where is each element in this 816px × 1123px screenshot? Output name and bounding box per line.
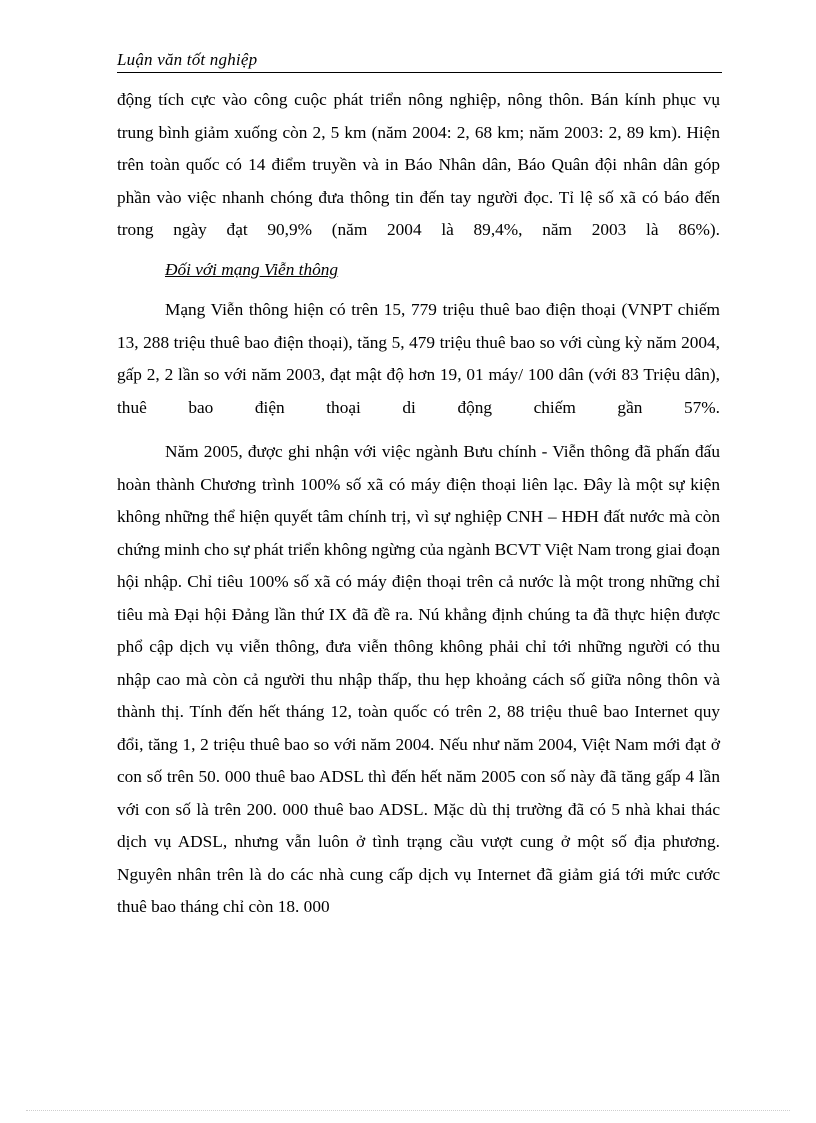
paragraph-postal-coverage: động tích cực vào công cuộc phát triển nông nghiệp, nông thôn. Bán kính phục vụ trung bình giảm xuống còn 2, 5 km (năm 2004: 2, 68 km; năm 2003: 2, 89 km). Hiện trên toàn quốc có 14 điểm truyền và in Báo Nhân dân, Báo Quân đội nhân dân góp phần vào việc nhanh chóng đưa thông tin đến tay người đọc. Tỉ lệ số xã có báo đến trong ngày đạt 90,9% (năm 2004 là 89,4%, năm 2003 là 86%). [117, 90, 720, 239]
paragraph-2005-achievements: Năm 2005, được ghi nhận với việc ngành Bưu chính - Viễn thông đã phấn đấu hoàn thành Chương trình 100% số xã có máy điện thoại liên lạc. Đây là một sự kiện không những thể hiện quyết tâm chính trị, vì sự nghiệp CNH – HĐH đất nước mà còn chứng minh cho sự phát triển không ngừng của ngành BCVT Việt Nam trong giai đoạn hội nhập. Chỉ tiêu 100% số xã có máy điện thoại trên cả nước là một trong những chỉ tiêu mà Đại hội Đảng lần thứ IX đã đề ra. Nú khẳng định chúng ta đã thực hiện được phổ cập dịch vụ viễn thông, đưa viễn thông không phải chỉ tới những người có thu nhập cao mà còn cả người thu nhập thấp, thu hẹp khoảng cách số giữa nông thôn và thành thị. Tính đến hết tháng 12, toàn quốc có trên 2, 88 triệu thuê bao Internet quy đổi, tăng 1, 2 triệu thuê bao so với năm 2004. Nếu như năm 2004, Việt Nam mới đạt ở con số trên 50. 000 thuê bao ADSL thì đến hết năm 2005 con số này đã tăng gấp 4 lần với con số là trên 200. 000 thuê bao ADSL. Mặc dù thị trường đã có 5 nhà khai thác dịch vụ ADSL, nhưng vẫn luôn ở tình trạng cầu vượt cung ở một số địa phương. Nguyên nhân trên là do các nhà cung cấp dịch vụ Internet đã giảm giá tới mức cước thuê bao tháng chỉ còn 18. 000 [117, 442, 720, 916]
page-body [117, 84, 720, 924]
header-title: Luận văn tốt nghiệp [117, 50, 258, 69]
paragraph-telecom-subscribers: Mạng Viễn thông hiện có trên 15, 779 triệu thuê bao điện thoại (VNPT chiếm 13, 288 triệu thuê bao điện thoại), tăng 5, 479 triệu thuê bao so với cùng kỳ năm 2004, gấp 2, 2 lần so với năm 2003, đạt mật độ hơn 19, 01 máy/ 100 dân (với 83 Triệu dân), thuê bao điện thoại di động chiếm gần 57%. [117, 300, 720, 417]
page-bottom-divider [26, 1110, 790, 1111]
page-header [117, 48, 722, 73]
paragraph-gap [117, 424, 720, 436]
subheading-telecom-network: Đối với mạng Viễn thông [165, 259, 339, 279]
